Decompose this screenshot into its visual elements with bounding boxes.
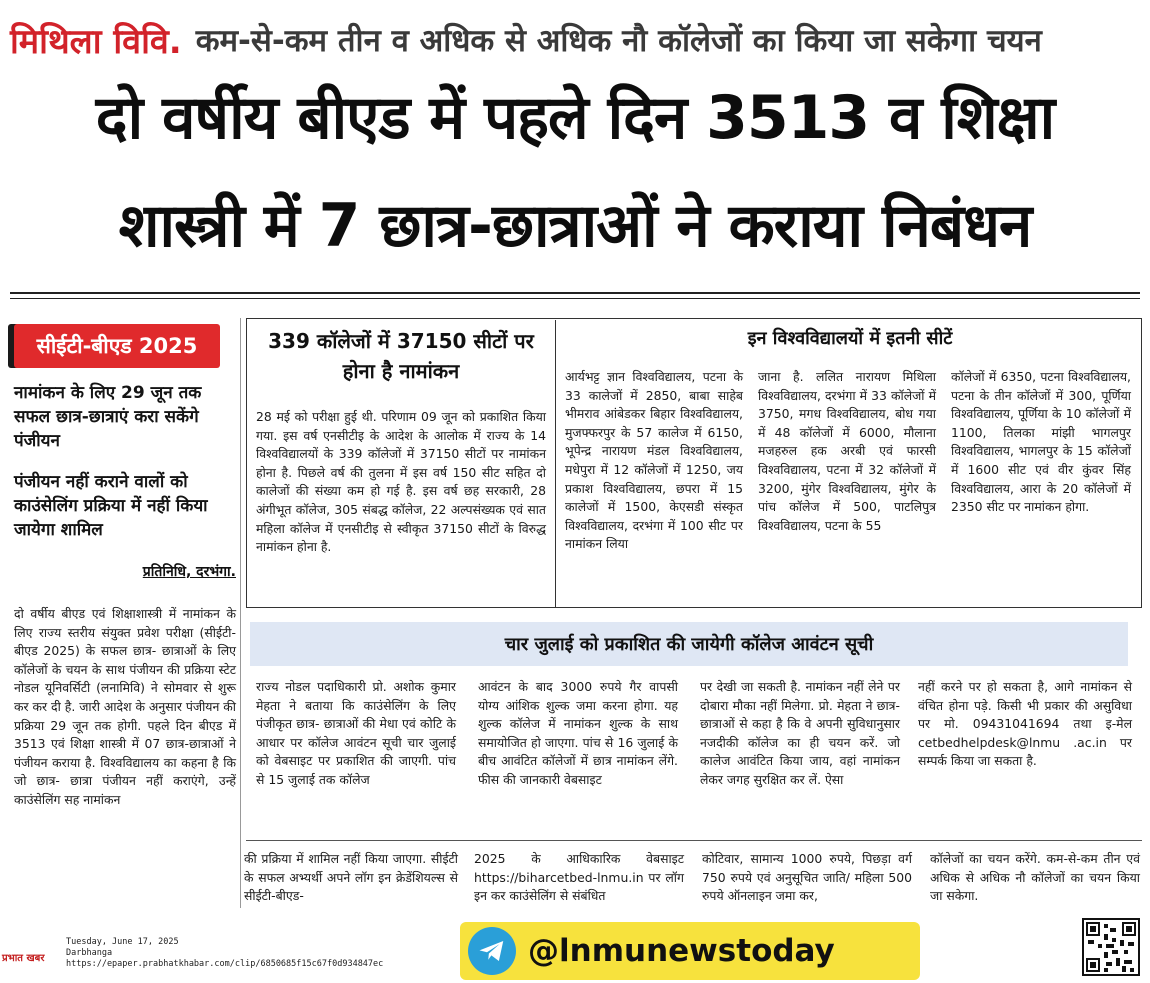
headline-line-2: शास्त्री में 7 छात्र-छात्राओं ने कराया निबंधन [118,191,1032,261]
newspaper-logo: प्रभात खबर [2,953,45,964]
allotment-col-3: पर देखी जा सकती है. नामांकन नहीं लेने पर दोबारा मौका नहीं मिलेगा. प्रो. मेहता ने छात्र-छात्राओं से कहा है कि वे अपनी सुविधानुसार नजदीकी कॉलेज का ही चयन करें. जो कालेज आवंटित किया जाय, वहां नामांकन लेकर जगह सुरक्षित कर लें. ऐसा [700,679,900,787]
kicker-text: कम-से-कम तीन व अधिक से अधिक नौ कॉलेजों का किया जा सकेगा चयन [195,23,1042,59]
subhead-2: पंजीयन नहीं कराने वालों को काउंसेलिंग प्रक्रिया में नहीं किया जायेगा शामिल [14,472,208,540]
headline-rule [10,292,1140,294]
box-col-1: आर्यभट्ट ज्ञान विश्वविद्यालय, पटना के 33 कालेजों में 2850, बाबा साहेब भीमराव आंबेडकर बिहार विश्वविद्यालय, मुजफ्फरपुर के 57 कालेज में 6150, भूपेन्द्र नारायण मंडल विश्वविद्यालय, मधेपुरा में 12 कॉलेजों में 1250, जय प्रकाश विश्वविद्यालय, छपरा में 15 कालेजों में 1500, केएसडी संस्कृत विश्वविद्यालय, दरभंगा में 100 सीट पर नामांकन लिया [565,369,743,552]
box-col-2: जाना है. ललित नारायण मिथिला विश्वविद्यालय, दरभंगा में 33 कॉलेजों में 3750, मगध विश्वविद्यालय, बोध गया में 48 कॉलेजों में 6000, मौलाना मजहरुल हक अरबी एवं फारसी विश्वविद्यालय, पटना में 32 कॉलेजों में 3200, मुंगेर विश्वविद्यालय, मुंगेर के पांच कॉलेज में 500, पाटलिपुत्र विश्वविद्यालय, पटना के 55 [758,369,936,533]
box-right-heading: इन विश्वविद्यालयों में इतनी सीटें [747,328,953,349]
left-body-text: दो वर्षीय बीएड एवं शिक्षाशास्त्री में नामांकन के लिए राज्य स्तरीय संयुक्त प्रवेश परीक्षा (सीईटी-बीएड 2025) के सफल छात्र- छात्राओं के लिए कॉलेजों के चयन के साथ पंजीयन की प्रक्रिया स्टेट नोडल यूनिवर्सिटी (लनामिवि) ने सोमवार से शुरू कर कर दी है. जारी आदेश के अनुसार पंजीयन की प्रक्रिया 29 जून तक होगी. पहले दिन बीएड में 3513 एवं शिक्षा शास्त्री में 07 छात्र-छात्राओं ने पंजीयन कराया है. विश्वविद्यालय का कहना है कि जो छात्र- छात्रा पंजीयन नहीं कराएंगे, उन्हें काउंसेलिंग सह नामांकन [14,606,237,807]
topic-badge: सीईटी-बीएड 2025 [14,324,220,368]
bottom-col-1: की प्रक्रिया में शामिल नहीं किया जाएगा. सीईटी के सफल अभ्यर्थी अपने लॉग इन क्रेडेंशियल्स से सीईटी-बीएड- [244,851,458,904]
bottom-col-2: 2025 के आधिकारिक वेबसाइट https://biharcetbed-lnmu.in पर लॉग इन कर काउंसेलिंग से संबंधित [474,851,684,904]
box-left-heading: 339 कॉलेजों में 37150 सीटों पर होना है नामांकन [268,329,534,383]
allotment-band: चार जुलाई को प्रकाशित की जायेगी कॉलेज आवंटन सूची [250,622,1128,666]
box-left-body: 28 मई को परीक्षा हुई थी. परिणाम 09 जून को प्रकाशित किया गया. इस वर्ष एनसीटीइ के आदेश के आलोक में राज्य के 14 विश्वविद्यालयों के 339 कॉलेजों में 37150 सीटों पर नामांकन होना है. पिछले वर्ष की तुलना में इस वर्ष 150 सीट सहित दो कालेजों की संख्या कम हो गई है. इस वर्ष छह सरकारी, 28 अंगीभूत कॉलेज, 305 संबद्ध कॉलेज, 22 अल्पसंख्यक एवं सात महिला कॉलेज में एनसीटीइ से स्वीकृत 37150 सीटों के विरुद्ध नामांकन होना है. [256,409,546,555]
box-divider [555,320,556,608]
allotment-col-2: आवंटन के बाद 3000 रुपये गैर वापसी योग्य आंशिक शुल्क जमा करना होगा. यह शुल्क कॉलेज में नामांकन शुल्क के साथ समायोजित हो जाएगा. पांच से 16 जुलाई के बीच आवंटित कॉलेजों में छात्र नामांकन लेंगे. फीस की जानकारी वेबसाइट [478,679,678,787]
allotment-col-1: राज्य नोडल पदाधिकारी प्रो. अशोक कुमार मेहता ने बताया कि काउंसेलिंग के लिए पंजीकृत छात्र- छात्राओं की मेधा एवं कोटि के आधार पर कॉलेज आवंटन सूची चार जुलाई को वेबसाइट पर प्रकाशित की जाएगी. पांच से 15 जुलाई तक कॉलेज [256,679,456,787]
clip-date: Tuesday, June 17, 2025 [66,937,179,947]
bottom-col-4: कॉलेजों का चयन करेंगे. कम-से-कम तीन एवं अधिक से अधिक नौ कॉलेजों का चयन किया जा सकेगा. [930,851,1140,904]
headline-rule-thin [10,298,1140,299]
bottom-rule [246,840,1142,841]
box-col-3: कॉलेजों में 6350, पटना विश्वविद्यालय, पटना के तीन कॉलेजों में 300, पूर्णिया विश्वविद्यालय, पूर्णिया के 10 कॉलेजों में 1100, तिलका मांझी भागलपुर विश्वविद्यालय, भागलपुर के 15 कॉलेजों में 1600 सीट एवं वीर कुंवर सिंह विश्वविद्यालय, आरा के 20 कॉलेजों में 2350 सीट पर नामांकन होगा. [951,369,1131,515]
column-separator [240,318,241,908]
telegram-handle: @lnmunewstoday [528,933,835,969]
kicker [10,10,1140,70]
telegram-banner[interactable] [460,922,920,980]
allotment-col-4: नहीं करने पर हो सकता है, आगे नामांकन से वंचित होना पड़े. किसी भी प्रकार की असुविधा पर मो. 09431041694 तथा इ-मेल cetbedhelpdesk@lnmu .ac.in पर सम्पर्क किया जा सकता है. [918,679,1132,769]
clip-url[interactable]: https://epaper.prabhatkhabar.com/clip/6850685f15c67f0d934847ec [66,959,384,969]
bottom-col-3: कोटिवार, सामान्य 1000 रुपये, पिछड़ा वर्ग 750 रुपये एवं अनुसूचित जाति/ महिला 500 रुपये ऑनलाइन जमा कर, [702,851,912,904]
paper-plane-icon [477,936,507,966]
subhead-1: नामांकन के लिए 29 जून तक सफल छात्र-छात्राएं करा सकेंगे पंजीयन [14,383,202,451]
clip-city: Darbhanga [66,948,113,958]
kicker-tag: मिथिला विवि. [10,22,182,62]
headline-line-1: दो वर्षीय बीएड में पहले दिन 3513 व शिक्षा [95,83,1055,153]
byline: प्रतिनिधि, दरभंगा. [142,564,236,580]
telegram-icon [468,927,516,975]
qr-code[interactable] [1082,918,1140,976]
qr-code-icon [1084,920,1138,974]
clip-info [66,937,383,970]
